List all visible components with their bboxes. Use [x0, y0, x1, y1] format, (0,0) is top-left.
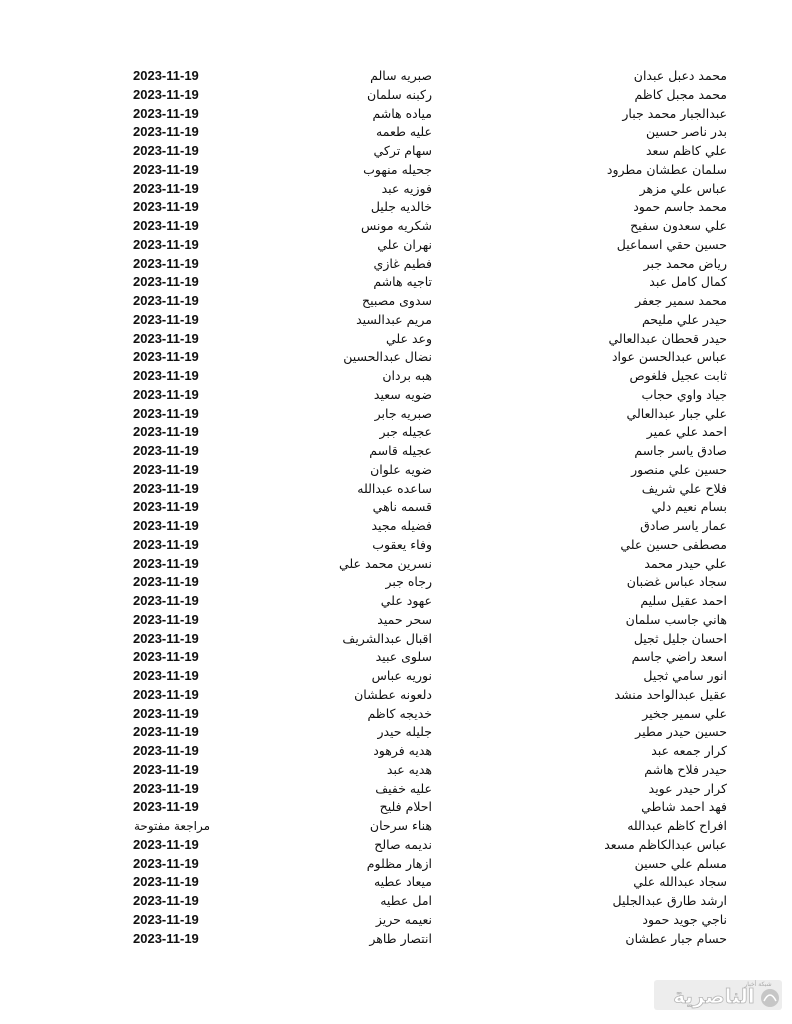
mother-name: نديمه صالح	[374, 836, 432, 852]
table-row	[0, 292, 792, 311]
person-name: سجاد عباس غضبان	[626, 574, 727, 590]
table-row	[0, 555, 792, 574]
date-value: 2023-11-19	[133, 874, 199, 890]
table-row	[0, 630, 792, 649]
table-row	[0, 105, 792, 124]
mother-name: جليله حيدر	[377, 724, 432, 740]
date-value: 2023-11-19	[133, 311, 199, 327]
mother-name: هديه عبد	[386, 761, 432, 777]
person-name: محمد مجبل كاظم	[634, 86, 727, 102]
mother-name: ضويه علوان	[370, 461, 432, 477]
mother-name: اقبال عبدالشريف	[342, 630, 432, 646]
mother-name: انتصار طاهر	[369, 930, 432, 946]
table-row	[0, 198, 792, 217]
date-value: 2023-11-19	[133, 180, 199, 196]
person-name: هاني جاسب سلمان	[625, 611, 727, 627]
mother-name: سدوى مصبيح	[362, 293, 432, 308]
person-name: حسام جبار عطشان	[625, 930, 727, 946]
date-value: 2023-11-19	[133, 386, 199, 402]
table-row	[0, 873, 792, 892]
table-row	[0, 705, 792, 724]
table-row	[0, 517, 792, 536]
person-name: بسام نعيم دلي	[651, 499, 727, 515]
date-value: 2023-11-19	[133, 143, 199, 158]
person-name: جياد واوي حجاب	[641, 386, 727, 402]
document-list	[0, 67, 792, 948]
mother-name: وفاء يعقوب	[372, 536, 432, 552]
person-name: كرار جمعه عبد	[651, 743, 727, 758]
date-value: 2023-11-19	[133, 161, 199, 177]
person-name: عباس علي مزهر	[639, 180, 727, 196]
person-name: علي حيدر محمد	[644, 555, 727, 571]
mother-name: سهام تركي	[373, 143, 432, 158]
person-name: صادق ياسر جاسم	[634, 443, 727, 458]
mother-name: نضال عبدالحسين	[343, 349, 432, 365]
date-value: 2023-11-19	[133, 930, 199, 946]
mother-name: نسرين محمد علي	[338, 555, 432, 571]
date-value: 2023-11-19	[133, 499, 199, 515]
table-row	[0, 723, 792, 742]
table-row	[0, 217, 792, 236]
person-name: فهد احمد شاطي	[641, 799, 727, 815]
person-name: مصطفى حسين علي	[620, 536, 727, 552]
person-name: رياض محمد جبر	[643, 255, 727, 271]
table-row	[0, 855, 792, 874]
table-row	[0, 611, 792, 630]
mother-name: سحر حميد	[377, 611, 432, 627]
table-row	[0, 67, 792, 86]
mother-name: دلعونه عطشان	[354, 686, 432, 702]
mother-name: نعيمه حريز	[375, 911, 432, 927]
person-name: فلاح علي شريف	[641, 480, 727, 496]
date-value: 2023-11-19	[133, 536, 199, 552]
date-value: 2023-11-19	[133, 274, 199, 290]
mother-name: عجيله قاسم	[369, 443, 432, 458]
person-name: علي كاظم سعد	[645, 143, 727, 158]
date-value: 2023-11-19	[133, 743, 199, 758]
person-name: عباس عبدالكاظم مسعد	[604, 836, 727, 852]
person-name: حسين علي منصور	[631, 461, 727, 477]
person-name: كمال كامل عبد	[649, 274, 727, 290]
table-row	[0, 573, 792, 592]
date-value: 2023-11-19	[133, 218, 199, 233]
watermark-emblem-icon	[761, 989, 779, 1007]
watermark-text: الناصرية	[673, 984, 755, 1008]
date-value: 2023-11-19	[133, 124, 199, 140]
date-value: 2023-11-19	[133, 705, 199, 721]
person-name: مسلم علي حسين	[634, 855, 727, 871]
date-value: 2023-11-19	[133, 443, 199, 458]
table-row	[0, 498, 792, 517]
date-value: 2023-11-19	[133, 199, 199, 215]
table-row	[0, 423, 792, 442]
person-name: ناجي جويد حمود	[642, 911, 727, 927]
date-value: 2023-11-19	[133, 461, 199, 477]
date-value: 2023-11-19	[133, 649, 199, 665]
table-row	[0, 405, 792, 424]
mother-name: مياده هاشم	[372, 105, 432, 121]
mother-name: تاجيه هاشم	[373, 274, 432, 290]
date-value: 2023-11-19	[133, 761, 199, 777]
date-value: 2023-11-19	[133, 836, 199, 852]
person-name: احمد علي عمير	[646, 424, 727, 440]
person-name: بدر ناصر حسين	[646, 124, 727, 140]
site-watermark-logo	[654, 974, 782, 1014]
mother-name: فوزيه عبد	[381, 180, 432, 196]
table-row	[0, 330, 792, 349]
person-name: سلمان عطشان مطرود	[606, 161, 727, 177]
date-value: 2023-11-19	[133, 574, 199, 590]
table-row	[0, 761, 792, 780]
date-value: 2023-11-19	[133, 686, 199, 702]
person-name: كرار حيدر عويد	[648, 780, 727, 796]
date-value: 2023-11-19	[133, 86, 199, 102]
date-value: 2023-11-19	[133, 518, 199, 533]
date-value: 2023-11-19	[133, 368, 199, 383]
person-name: حيدر قحطان عبدالعالي	[608, 330, 727, 346]
status-note: مراجعة مفتوحة	[133, 819, 210, 833]
date-value: 2023-11-19	[133, 255, 199, 271]
table-row	[0, 480, 792, 499]
table-row	[0, 180, 792, 199]
watermark-subtext: شبكة أخبار	[744, 981, 772, 988]
mother-name: عهود علي	[380, 593, 432, 608]
table-row	[0, 930, 792, 949]
mother-name: جحيله منهوب	[363, 161, 432, 177]
mother-name: شكريه مونس	[361, 218, 432, 233]
mother-name: ساعده عبدالله	[357, 480, 432, 496]
table-row	[0, 236, 792, 255]
table-row	[0, 311, 792, 330]
table-row	[0, 780, 792, 799]
person-name: علي جبار عبدالعالي	[626, 405, 727, 421]
date-value: 2023-11-19	[133, 405, 199, 421]
person-name: علي سعدون سفيح	[630, 218, 727, 233]
mother-name: صبريه سالم	[370, 68, 432, 83]
date-value: 2023-11-19	[133, 611, 199, 627]
date-value: 2023-11-19	[133, 68, 199, 83]
person-name: عبدالجبار محمد جبار	[622, 105, 727, 121]
date-value: 2023-11-19	[133, 893, 199, 908]
person-name: عمار ياسر صادق	[640, 518, 727, 533]
table-row	[0, 686, 792, 705]
table-row	[0, 536, 792, 555]
person-name: حيدر علي مليحم	[641, 311, 727, 327]
mother-name: قسمه ناهي	[372, 499, 432, 515]
table-row	[0, 348, 792, 367]
mother-name: امل عطيه	[380, 893, 432, 908]
table-row	[0, 648, 792, 667]
mother-name: صبريه جابر	[374, 405, 432, 421]
table-row	[0, 836, 792, 855]
person-name: حيدر فلاح هاشم	[644, 761, 727, 777]
mother-name: ازهار مظلوم	[366, 855, 432, 871]
mother-name: عجيله جبر	[379, 424, 432, 440]
mother-name: خالديه جليل	[370, 199, 432, 215]
person-name: انور سامي ثجيل	[643, 668, 727, 683]
table-row	[0, 367, 792, 386]
person-name: محمد دعبل عبدان	[633, 68, 727, 83]
person-name: محمد سمير جعفر	[635, 293, 727, 308]
table-row	[0, 142, 792, 161]
table-row	[0, 798, 792, 817]
table-row	[0, 442, 792, 461]
date-value: 2023-11-19	[133, 236, 199, 252]
mother-name: رجاه جبر	[385, 574, 432, 590]
table-row	[0, 161, 792, 180]
date-value: 2023-11-19	[133, 593, 199, 608]
person-name: علي سمير جخير	[642, 705, 727, 721]
date-value: 2023-11-19	[133, 349, 199, 365]
date-value: 2023-11-19	[133, 105, 199, 121]
person-name: سجاد عبدالله علي	[633, 874, 727, 890]
date-value: 2023-11-19	[133, 424, 199, 440]
table-row	[0, 892, 792, 911]
mother-name: ركبنه سلمان	[366, 86, 432, 102]
person-name: حسين حقي اسماعيل	[616, 236, 727, 252]
mother-name: سلوى عبيد	[375, 649, 432, 665]
person-name: احسان جليل ثجيل	[633, 630, 727, 646]
table-row	[0, 273, 792, 292]
date-value: 2023-11-19	[133, 855, 199, 871]
table-row	[0, 255, 792, 274]
mother-name: ميعاد عطيه	[373, 874, 432, 890]
person-name: ثابت عجيل فلغوص	[629, 368, 727, 383]
mother-name: عليه طعمه	[376, 124, 432, 140]
table-row	[0, 592, 792, 611]
date-value: 2023-11-19	[133, 555, 199, 571]
date-value: 2023-11-19	[133, 630, 199, 646]
mother-name: نوريه عباس	[371, 668, 432, 683]
mother-name: وعد علي	[385, 330, 432, 346]
person-name: اسعد راضي جاسم	[631, 649, 727, 665]
person-name: عقيل عبدالواحد منشد	[614, 686, 727, 702]
date-value: 2023-11-19	[133, 668, 199, 683]
mother-name: هديه فرهود	[373, 743, 432, 758]
person-name: احمد عقيل سليم	[640, 593, 727, 608]
date-value: 2023-11-19	[133, 330, 199, 346]
mother-name: عليه خفيف	[375, 780, 432, 796]
person-name: افراح كاظم عبدالله	[627, 818, 727, 833]
mother-name: فطيم غازي	[373, 255, 432, 271]
mother-name: هبه بردان	[382, 368, 432, 383]
person-name: محمد جاسم حمود	[633, 199, 727, 215]
person-name: حسين حيدر مطير	[635, 724, 727, 740]
table-row	[0, 461, 792, 480]
person-name: عباس عبدالحسن عواد	[611, 349, 727, 365]
mother-name: هناء سرحان	[369, 818, 432, 833]
table-row	[0, 817, 792, 836]
table-row	[0, 911, 792, 930]
table-row	[0, 123, 792, 142]
date-value: 2023-11-19	[133, 724, 199, 740]
date-value: 2023-11-19	[133, 480, 199, 496]
mother-name: نهران علي	[377, 236, 432, 252]
table-row	[0, 386, 792, 405]
table-row	[0, 742, 792, 761]
person-name: ارشد طارق عبدالجليل	[612, 893, 727, 908]
date-value: 2023-11-19	[133, 293, 199, 308]
mother-name: خديجه كاظم	[367, 705, 432, 721]
mother-name: ضويه سعيد	[373, 386, 432, 402]
date-value: 2023-11-19	[133, 911, 199, 927]
date-value: 2023-11-19	[133, 799, 199, 815]
table-row	[0, 86, 792, 105]
table-row	[0, 667, 792, 686]
mother-name: فضيله مجيد	[371, 518, 432, 533]
date-value: 2023-11-19	[133, 780, 199, 796]
mother-name: مريم عبدالسيد	[356, 311, 432, 327]
mother-name: احلام فليح	[379, 799, 432, 815]
